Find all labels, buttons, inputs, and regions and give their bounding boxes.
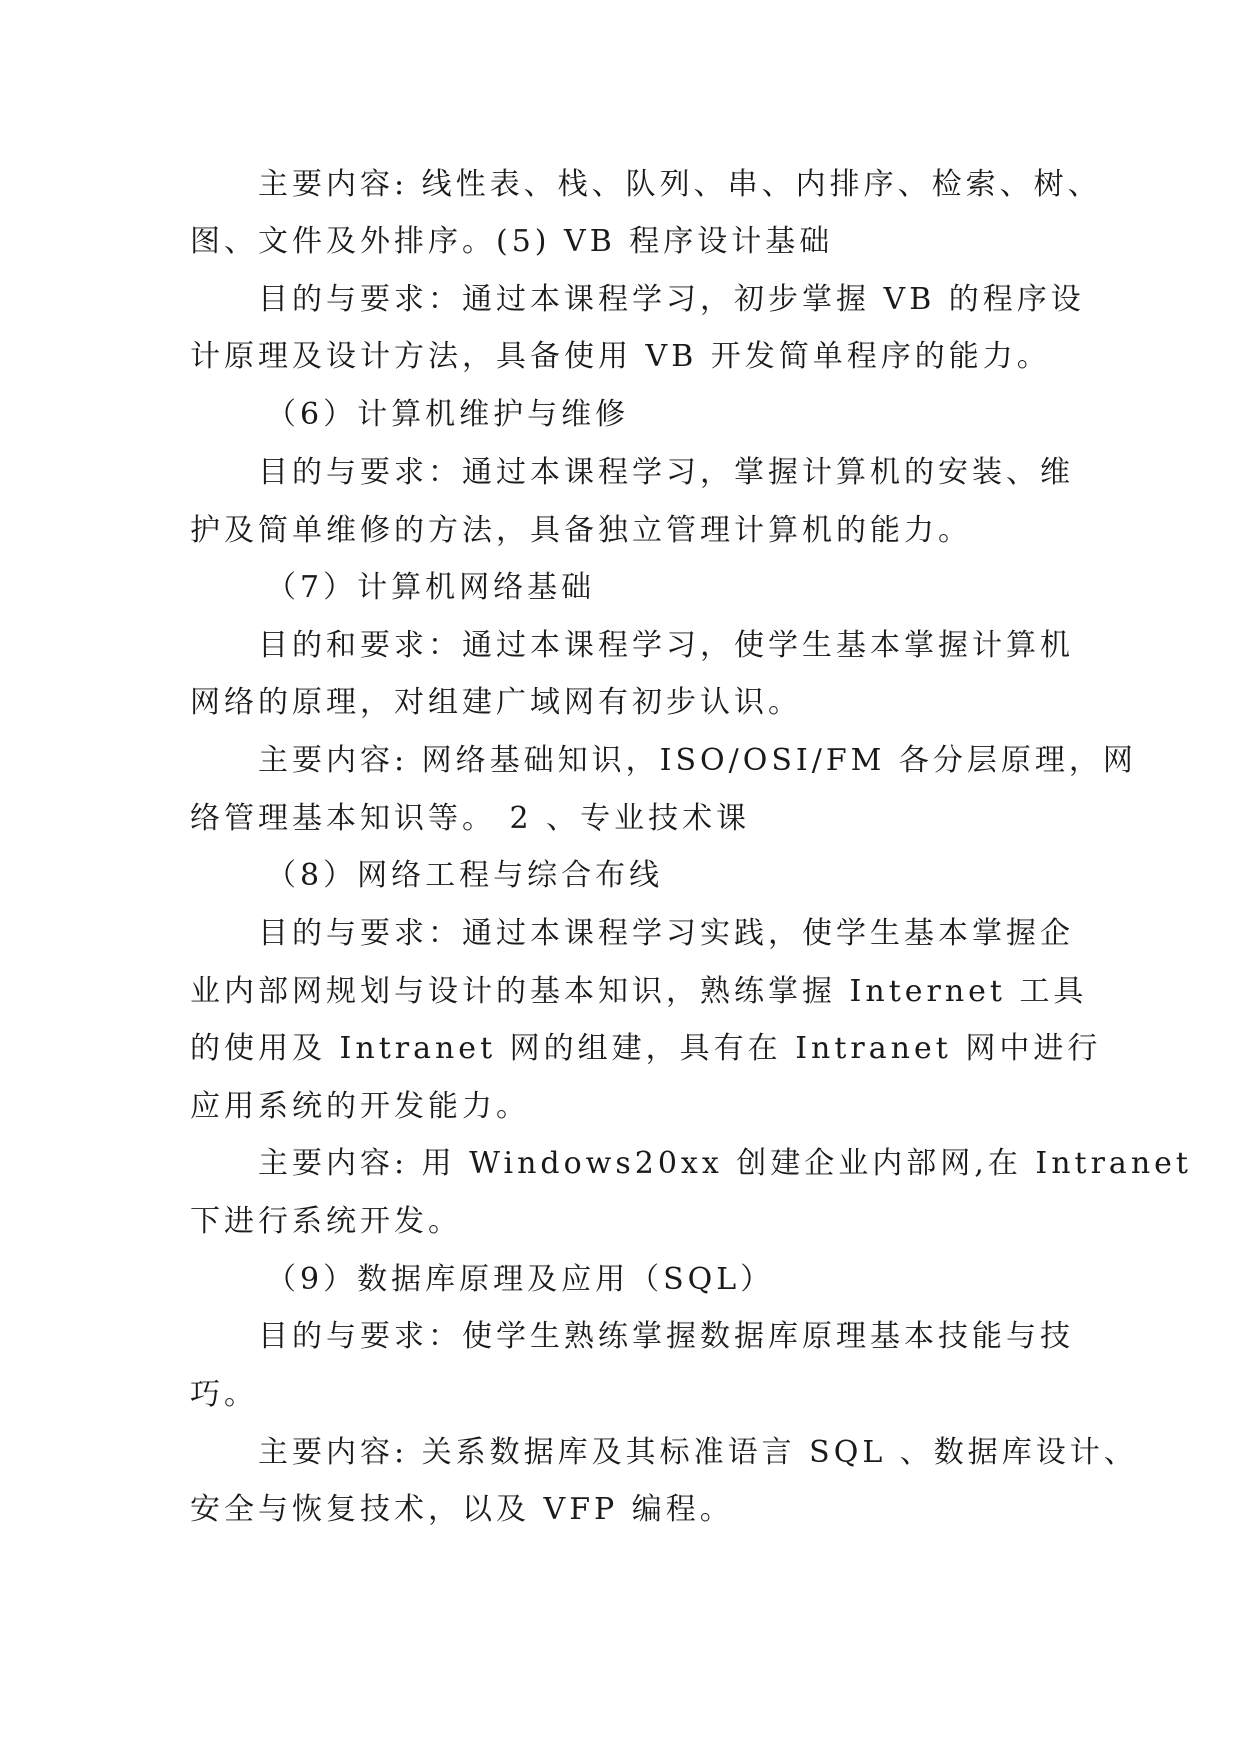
text-line: 的使用及 Intranet 网的组建，具有在 Intranet 网中进行 [190,1031,1102,1066]
text-line: 护及简单维修的方法，具备独立管理计算机的能力。 [190,513,972,548]
text-line: 主要内容: 关系数据库及其标准语言 SQL 、数据库设计、 [258,1435,1138,1470]
text-line: 目的与要求：通过本课程学习实践，使学生基本掌握企 [258,916,1074,951]
text-line: 图、文件及外排序。(5) VB 程序设计基础 [190,224,834,259]
text-line: 目的与要求：通过本课程学习，初步掌握 VB 的程序设 [258,282,1085,317]
text-line: 下进行系统开发。 [190,1204,462,1239]
text-line: 巧。 [190,1377,258,1412]
text-line: 目的与要求：使学生熟练掌握数据库原理基本技能与技 [258,1319,1074,1354]
section-heading: （8）网络工程与综合布线 [266,858,664,893]
text-line: 目的和要求：通过本课程学习，使学生基本掌握计算机 [258,628,1074,663]
text-line: 安全与恢复技术，以及 VFP 编程。 [190,1492,734,1527]
text-line: 计原理及设计方法，具备使用 VB 开发简单程序的能力。 [190,339,1051,374]
text-line: 应用系统的开发能力。 [190,1089,530,1124]
text-line: 目的与要求：通过本课程学习，掌握计算机的安装、维 [258,455,1074,490]
text-line: 络管理基本知识等。 2 、专业技术课 [190,801,751,836]
section-heading: （6）计算机维护与维修 [266,397,630,432]
text-line: 主要内容: 线性表、栈、队列、串、内排序、检索、树、 [258,167,1102,202]
text-line: 业内部网规划与设计的基本知识，熟练掌握 Internet 工具 [190,974,1088,1009]
text-line: 主要内容: 网络基础知识，ISO/OSI/FM 各分层原理，网 [258,743,1137,778]
section-heading: （9）数据库原理及应用（SQL） [266,1262,775,1297]
text-line: 主要内容: 用 Windows20xx 创建企业内部网,在 Intranet [258,1146,1192,1181]
section-heading: （7）计算机网络基础 [266,570,596,605]
text-line: 网络的原理，对组建广域网有初步认识。 [190,685,802,720]
